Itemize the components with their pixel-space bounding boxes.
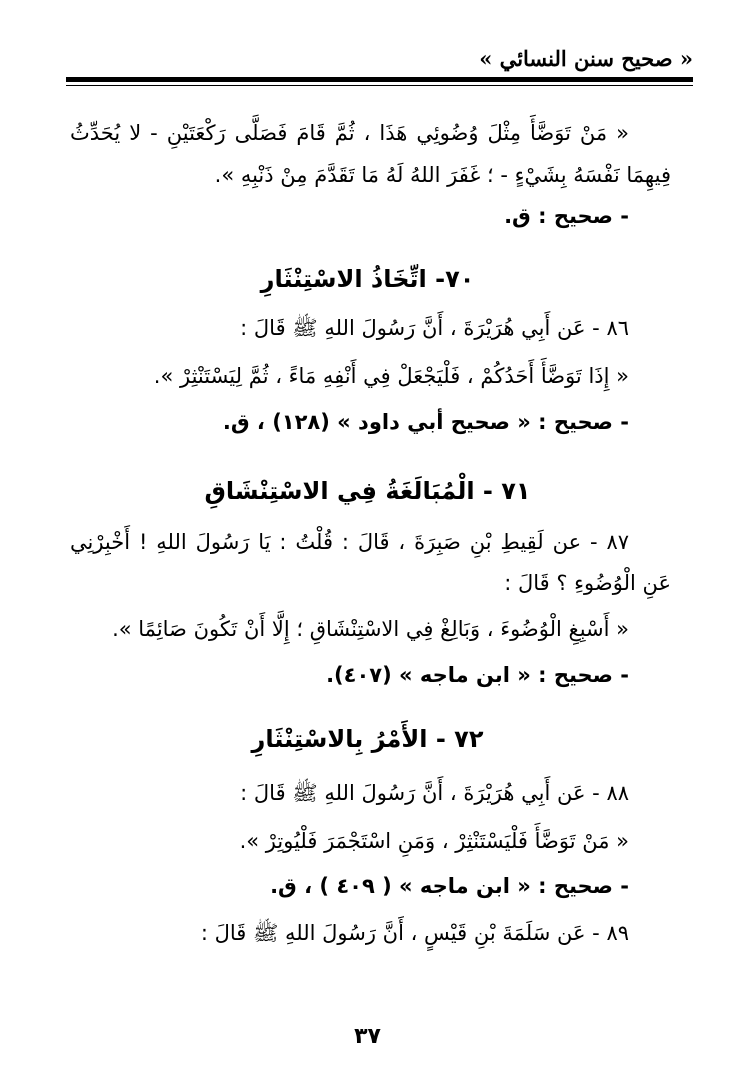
header-rule-thick <box>66 77 693 82</box>
text-line: « إِذَا تَوَضَّأَ أَحَدُكُمْ ، فَلْيَجْعَلْ فِي أَنْفِهِ مَاءً ، ثُمَّ لِيَسْتَنْثِرْ ». <box>153 364 629 388</box>
header-rule-thin <box>66 85 693 86</box>
page-number: ٣٧ <box>354 1024 381 1049</box>
hadith-86-intro: ٨٦ - عَن أَبِي هُرَيْرَةَ ، أَنَّ رَسُولَ اللهِ ﷺ قَالَ : <box>240 316 629 340</box>
text-line: عَنِ الْوُضُوءِ ؟ قَالَ : <box>504 571 671 595</box>
running-header-title: « صحيح سنن النسائي » <box>479 46 693 71</box>
chapter-heading-72: ٧٢ - الأَمْرُ بِالاسْتِنْثَارِ <box>251 725 484 753</box>
chapter-heading-71: ٧١ - الْمُبَالَغَةُ فِي الاسْتِنْشَاقِ <box>204 477 531 505</box>
grading-line: - صحيح : « صحيح أبي داود » (١٢٨) ، ق. <box>222 410 629 434</box>
text-line: فِيهِمَا نَفْسَهُ بِشَيْءٍ - ؛ غَفَرَ اللهُ لَهُ مَا تَقَدَّمَ مِنْ ذَنْبِهِ ». <box>214 163 671 187</box>
grading-line: - صحيح : « ابن ماجه » (٤٠٧). <box>326 663 629 687</box>
hadith-87-intro: ٨٧ - عن لَقِيطِ بْنِ صَبِرَةَ ، قَالَ : قُلْتُ : يَا رَسُولَ اللهِ ! أَخْبِرْنِي <box>70 530 629 554</box>
grading-line: - صحيح : ق. <box>504 204 629 228</box>
hadith-89-intro: ٨٩ - عَن سَلَمَةَ بْنِ قَيْسٍ ، أَنَّ رَسُولَ اللهِ ﷺ قَالَ : <box>200 921 629 945</box>
text-line: « أَسْبِغِ الْوُضُوءَ ، وَبَالِغْ فِي الاسْتِنْشَاقِ ؛ إِلَّا أَنْ تَكُونَ صَائِمًا ». <box>112 617 629 641</box>
hadith-88-intro: ٨٨ - عَن أَبِي هُرَيْرَةَ ، أَنَّ رَسُولَ اللهِ ﷺ قَالَ : <box>240 781 629 805</box>
text-line: « مَنْ تَوَضَّأَ مِثْلَ وُضُوئِي هَذَا ، ثُمَّ قَامَ فَصَلَّى رَكْعَتَيْنِ - لا يُحَدِّثُ <box>70 121 629 145</box>
text-line: « مَنْ تَوَضَّأَ فَلْيَسْتَنْثِرْ ، وَمَنِ اسْتَجْمَرَ فَلْيُوتِرْ ». <box>239 829 629 853</box>
chapter-heading-70: ٧٠- اتِّخَاذُ الاسْتِنْثَارِ <box>260 265 475 293</box>
grading-line: - صحيح : « ابن ماجه » ( ٤٠٩ ) ، ق. <box>270 874 629 898</box>
